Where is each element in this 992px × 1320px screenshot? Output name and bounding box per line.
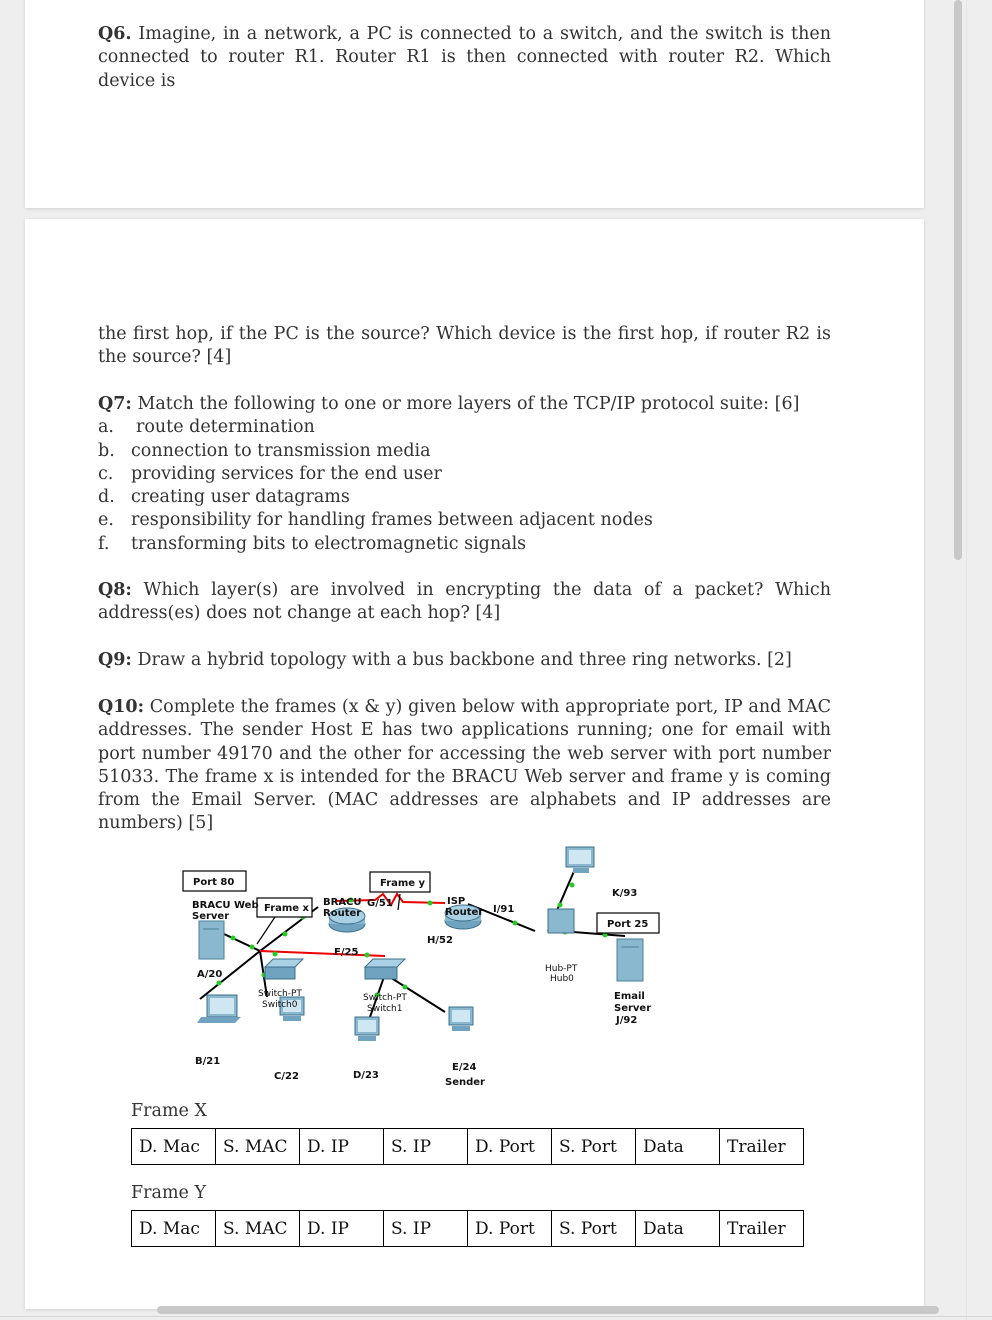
list-item: b. connection to transmission media bbox=[98, 440, 431, 461]
q8-text: Which layer(s) are involved in encrypting the data of a packet? Which address(es) does not change at each hop? [4] bbox=[98, 580, 831, 624]
diagram-label: Router bbox=[445, 907, 484, 918]
diagram-label: Switch-PT bbox=[258, 989, 302, 999]
diagram-label: B/21 bbox=[195, 1056, 221, 1067]
diagram-label: Switch-PT bbox=[363, 993, 407, 1003]
diagram-label: F/25 bbox=[334, 947, 359, 958]
diagram-label: D/23 bbox=[353, 1070, 379, 1081]
diagram-label: Server bbox=[614, 1003, 652, 1014]
table-cell: D. Port bbox=[468, 1129, 552, 1165]
diagram-label: Hub0 bbox=[550, 974, 574, 984]
network-diagram bbox=[155, 847, 655, 1088]
document-page-2 bbox=[25, 219, 924, 1309]
q6-text: Imagine, in a network, a PC is connected to a switch, and the switch is then connected to router R1. Router R1 is then connected with router R2. Which device is bbox=[98, 24, 831, 91]
horizontal-scroll-track bbox=[0, 1316, 992, 1317]
diagram-label: Port 80 bbox=[193, 877, 235, 888]
diagram-label: I/91 bbox=[493, 904, 515, 915]
table-cell: S. Port bbox=[552, 1129, 636, 1165]
document-page-1 bbox=[25, 0, 924, 208]
diagram-label: H/52 bbox=[427, 935, 453, 946]
diagram-label: Switch1 bbox=[367, 1004, 403, 1014]
list-item: d. creating user datagrams bbox=[98, 487, 350, 508]
diagram-label: E/24 bbox=[452, 1062, 477, 1073]
table-cell: D. Port bbox=[468, 1211, 552, 1247]
question-7 bbox=[98, 393, 831, 556]
diagram-label: BRACU Web bbox=[192, 900, 259, 911]
list-item: f. transforming bits to electromagnetic signals bbox=[98, 533, 527, 554]
table-cell: S. Port bbox=[552, 1211, 636, 1247]
table-cell: D. IP bbox=[300, 1129, 384, 1165]
question-10 bbox=[98, 696, 831, 836]
pc-k-icon bbox=[566, 847, 594, 873]
diagram-label: C/22 bbox=[274, 1071, 299, 1082]
frame-y-label: Frame Y bbox=[131, 1183, 207, 1203]
q9-text: Draw a hybrid topology with a bus backbone and three ring networks. [2] bbox=[131, 650, 792, 670]
diagram-label: J/92 bbox=[616, 1015, 638, 1026]
table-cell: Data bbox=[636, 1211, 720, 1247]
pc-e-icon bbox=[449, 1007, 473, 1031]
question-6 bbox=[98, 23, 831, 93]
q7-text: Match the following to one or more layers of the TCP/IP protocol suite: [6] bbox=[131, 394, 800, 414]
list-item: e. responsibility for handling frames between adjacent nodes bbox=[98, 510, 653, 531]
table-cell: S. IP bbox=[384, 1129, 468, 1165]
table-cell: Data bbox=[636, 1129, 720, 1165]
q8-label: Q8: bbox=[98, 580, 132, 600]
diagram-label: Hub-PT bbox=[545, 964, 578, 974]
q10-label: Q10: bbox=[98, 697, 145, 717]
switch0-icon bbox=[265, 959, 303, 979]
q7-options bbox=[98, 416, 831, 556]
q7-label: Q7: bbox=[98, 394, 132, 414]
diagram-label: K/93 bbox=[612, 888, 638, 899]
q10-text: Complete the frames (x & y) given below with appropriate port, IP and MAC addresses. The sender Host E has two applications running; one for email with port number 49170 and the other for accessing the web server with port number 51033. The frame x is intended for the BRACU Web server and frame y is coming from the Email Server. (MAC addresses are alphabets and IP addresses are numbers) [5] bbox=[98, 697, 831, 834]
diagram-label: BRACU bbox=[323, 897, 362, 908]
switch1-icon bbox=[365, 959, 405, 979]
diagram-label: Frame y bbox=[380, 878, 426, 889]
diagram-label: Sender bbox=[445, 1077, 485, 1088]
table-cell: S. MAC bbox=[216, 1211, 300, 1247]
diagram-label: Port 25 bbox=[607, 919, 649, 930]
q6-label: Q6. bbox=[98, 24, 132, 44]
table-cell: Trailer bbox=[720, 1211, 804, 1247]
question-9 bbox=[98, 649, 831, 672]
diagram-label: A/20 bbox=[197, 969, 223, 980]
laptop-b-icon bbox=[197, 995, 241, 1023]
vertical-scrollbar[interactable] bbox=[954, 0, 962, 560]
diagram-label: ISP bbox=[447, 896, 466, 907]
table-cell: D. Mac bbox=[132, 1129, 216, 1165]
email-server-icon bbox=[617, 939, 643, 981]
question-8 bbox=[98, 579, 831, 626]
q9-label: Q9: bbox=[98, 650, 132, 670]
table-cell: D. IP bbox=[300, 1211, 384, 1247]
frame-y-table bbox=[131, 1210, 804, 1247]
question-6-continued: the first hop, if the PC is the source? Which device is the first hop, if router R2 is the source? [4] bbox=[98, 324, 831, 368]
hub0-icon bbox=[548, 909, 574, 933]
table-cell: S. IP bbox=[384, 1211, 468, 1247]
diagram-label: Server bbox=[192, 911, 230, 922]
diagram-label: Switch0 bbox=[262, 1000, 298, 1010]
list-item: a. route determination bbox=[98, 417, 315, 438]
list-item: c. providing services for the end user bbox=[98, 463, 442, 484]
frame-x-label: Frame X bbox=[131, 1101, 207, 1121]
frame-x-table bbox=[131, 1128, 804, 1165]
vertical-scroll-track bbox=[966, 0, 967, 1320]
diagram-label: Email bbox=[614, 991, 645, 1002]
table-cell: D. Mac bbox=[132, 1211, 216, 1247]
pc-d-icon bbox=[355, 1017, 379, 1041]
table-cell: Trailer bbox=[720, 1129, 804, 1165]
diagram-label: Frame x bbox=[264, 903, 310, 914]
table-cell: S. MAC bbox=[216, 1129, 300, 1165]
diagram-label: G/51 bbox=[367, 898, 393, 909]
web-server-icon bbox=[199, 921, 224, 959]
diagram-label: Router bbox=[323, 908, 362, 919]
horizontal-scrollbar[interactable] bbox=[157, 1306, 939, 1314]
